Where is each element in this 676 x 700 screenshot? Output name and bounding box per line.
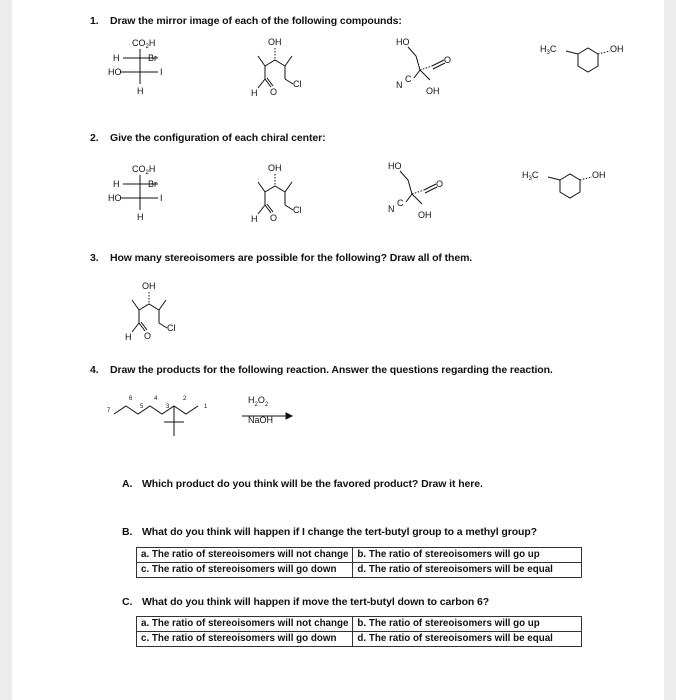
svg-text:2: 2 <box>183 396 187 402</box>
question-3-text: How many stereoisomers are possible for the following? Draw all of them. <box>110 252 473 264</box>
svg-text:O: O <box>144 331 152 341</box>
fischer-right1: Br <box>148 53 157 63</box>
svg-text:H3C: $H_3C$ <box>540 44 557 56</box>
svg-text:Cl: Cl <box>293 79 302 89</box>
question-4 <box>90 364 553 376</box>
reagent-naoh: NaOH <box>248 415 274 425</box>
question-c-letter: C. <box>122 596 133 608</box>
svg-text:OH: OH <box>426 86 440 96</box>
question-1 <box>90 15 402 27</box>
svg-text:O: O <box>436 179 444 189</box>
svg-text:OH: OH <box>268 163 282 173</box>
svg-text:C: C <box>405 74 412 84</box>
svg-text:CO2H: $CO_2H$ <box>132 164 156 176</box>
question-a-text: Which product do you think will be the favored product? Draw it here. <box>142 478 483 490</box>
option-b-c[interactable]: c. The ratio of stereoisomers will go down <box>137 563 353 578</box>
reaction-substrate <box>106 392 226 457</box>
svg-text:H: H <box>125 332 132 342</box>
option-c-c[interactable]: c. The ratio of stereoisomers will go down <box>137 632 353 647</box>
svg-text:HO: HO <box>396 37 410 47</box>
ring-molecule-1 <box>540 36 640 91</box>
chain-molecule-3 <box>112 280 192 349</box>
question-a-letter: A. <box>122 478 133 490</box>
question-4-text: Draw the products for the following reaction. Answer the questions regarding the reaction. <box>110 364 553 376</box>
svg-text:6: 6 <box>129 396 133 402</box>
svg-text:5: 5 <box>140 404 144 410</box>
question-2-number: 2. <box>90 132 99 144</box>
ring-molecule-2 <box>522 162 622 217</box>
svg-text:Cl: Cl <box>293 205 302 215</box>
fischer-bottom: H <box>137 86 144 96</box>
option-c-a[interactable]: a. The ratio of stereoisomers will not change <box>137 617 353 632</box>
svg-text:OH: OH <box>418 210 432 220</box>
question-2-text: Give the configuration of each chiral center: <box>110 132 326 144</box>
question-a <box>122 478 483 490</box>
chain-molecule-1 <box>238 36 318 105</box>
svg-text:H: H <box>137 212 144 222</box>
svg-text:OH: OH <box>592 170 606 180</box>
svg-text:H: H <box>251 214 258 224</box>
svg-text:N: N <box>396 80 403 90</box>
svg-text:OH: OH <box>268 37 282 47</box>
svg-text:H: H <box>251 88 258 98</box>
nitrile-molecule-2 <box>382 160 472 229</box>
question-b <box>122 526 537 538</box>
fischer-left2: HO <box>108 67 122 77</box>
fischer-top-group: $CO_2H$ <box>132 38 156 50</box>
question-b-text: What do you think will happen if I change the tert-butyl group to a methyl group? <box>142 526 537 538</box>
svg-text:N: N <box>388 204 395 214</box>
option-b-b[interactable]: b. The ratio of stereoisomers will go up <box>353 548 582 563</box>
question-c <box>122 596 489 608</box>
option-c-d[interactable]: d. The ratio of stereoisomers will be equal <box>353 632 582 647</box>
fischer-right2: I <box>160 67 163 77</box>
svg-text:OH: OH <box>610 44 624 54</box>
svg-text:Cl: Cl <box>167 323 176 333</box>
svg-text:H: H <box>113 179 120 189</box>
question-3 <box>90 252 472 264</box>
question-c-text: What do you think will happen if move the tert-butyl down to carbon 6? <box>142 596 490 608</box>
svg-text:I: I <box>160 193 163 203</box>
svg-text:O: O <box>270 87 278 97</box>
option-c-b[interactable]: b. The ratio of stereoisomers will go up <box>353 617 582 632</box>
fischer-projection-1 <box>108 34 178 103</box>
svg-text:HO: HO <box>388 161 402 171</box>
svg-text:H3C: $H_3C$ <box>522 170 539 182</box>
svg-text:3: 3 <box>166 404 170 410</box>
options-c-table <box>136 616 582 647</box>
svg-text:4: 4 <box>154 396 158 402</box>
svg-text:1: 1 <box>204 404 208 410</box>
svg-text:O: O <box>270 213 278 223</box>
question-4-number: 4. <box>90 364 99 376</box>
question-2 <box>90 132 325 144</box>
option-b-a[interactable]: a. The ratio of stereoisomers will not change <box>137 548 353 563</box>
svg-text:O: O <box>444 55 452 65</box>
question-3-number: 3. <box>90 252 99 264</box>
worksheet-page <box>12 0 664 700</box>
nitrile-molecule-1 <box>390 36 480 105</box>
question-b-letter: B. <box>122 526 133 538</box>
svg-text:HO: HO <box>108 193 122 203</box>
fischer-left1: H <box>113 53 120 63</box>
chain-molecule-2 <box>238 162 318 231</box>
reagent-h2o2: $H_2O_2$ <box>248 395 269 408</box>
svg-text:OH: OH <box>142 281 156 291</box>
question-1-text: Draw the mirror image of each of the following compounds: <box>110 15 402 27</box>
fischer-projection-2 <box>108 160 178 229</box>
svg-text:C: C <box>397 198 404 208</box>
options-b-table <box>136 547 582 578</box>
svg-text:Br: Br <box>148 179 157 189</box>
question-1-number: 1. <box>90 15 99 27</box>
svg-text:7: 7 <box>107 408 111 414</box>
option-b-d[interactable]: d. The ratio of stereoisomers will be equal <box>353 563 582 578</box>
